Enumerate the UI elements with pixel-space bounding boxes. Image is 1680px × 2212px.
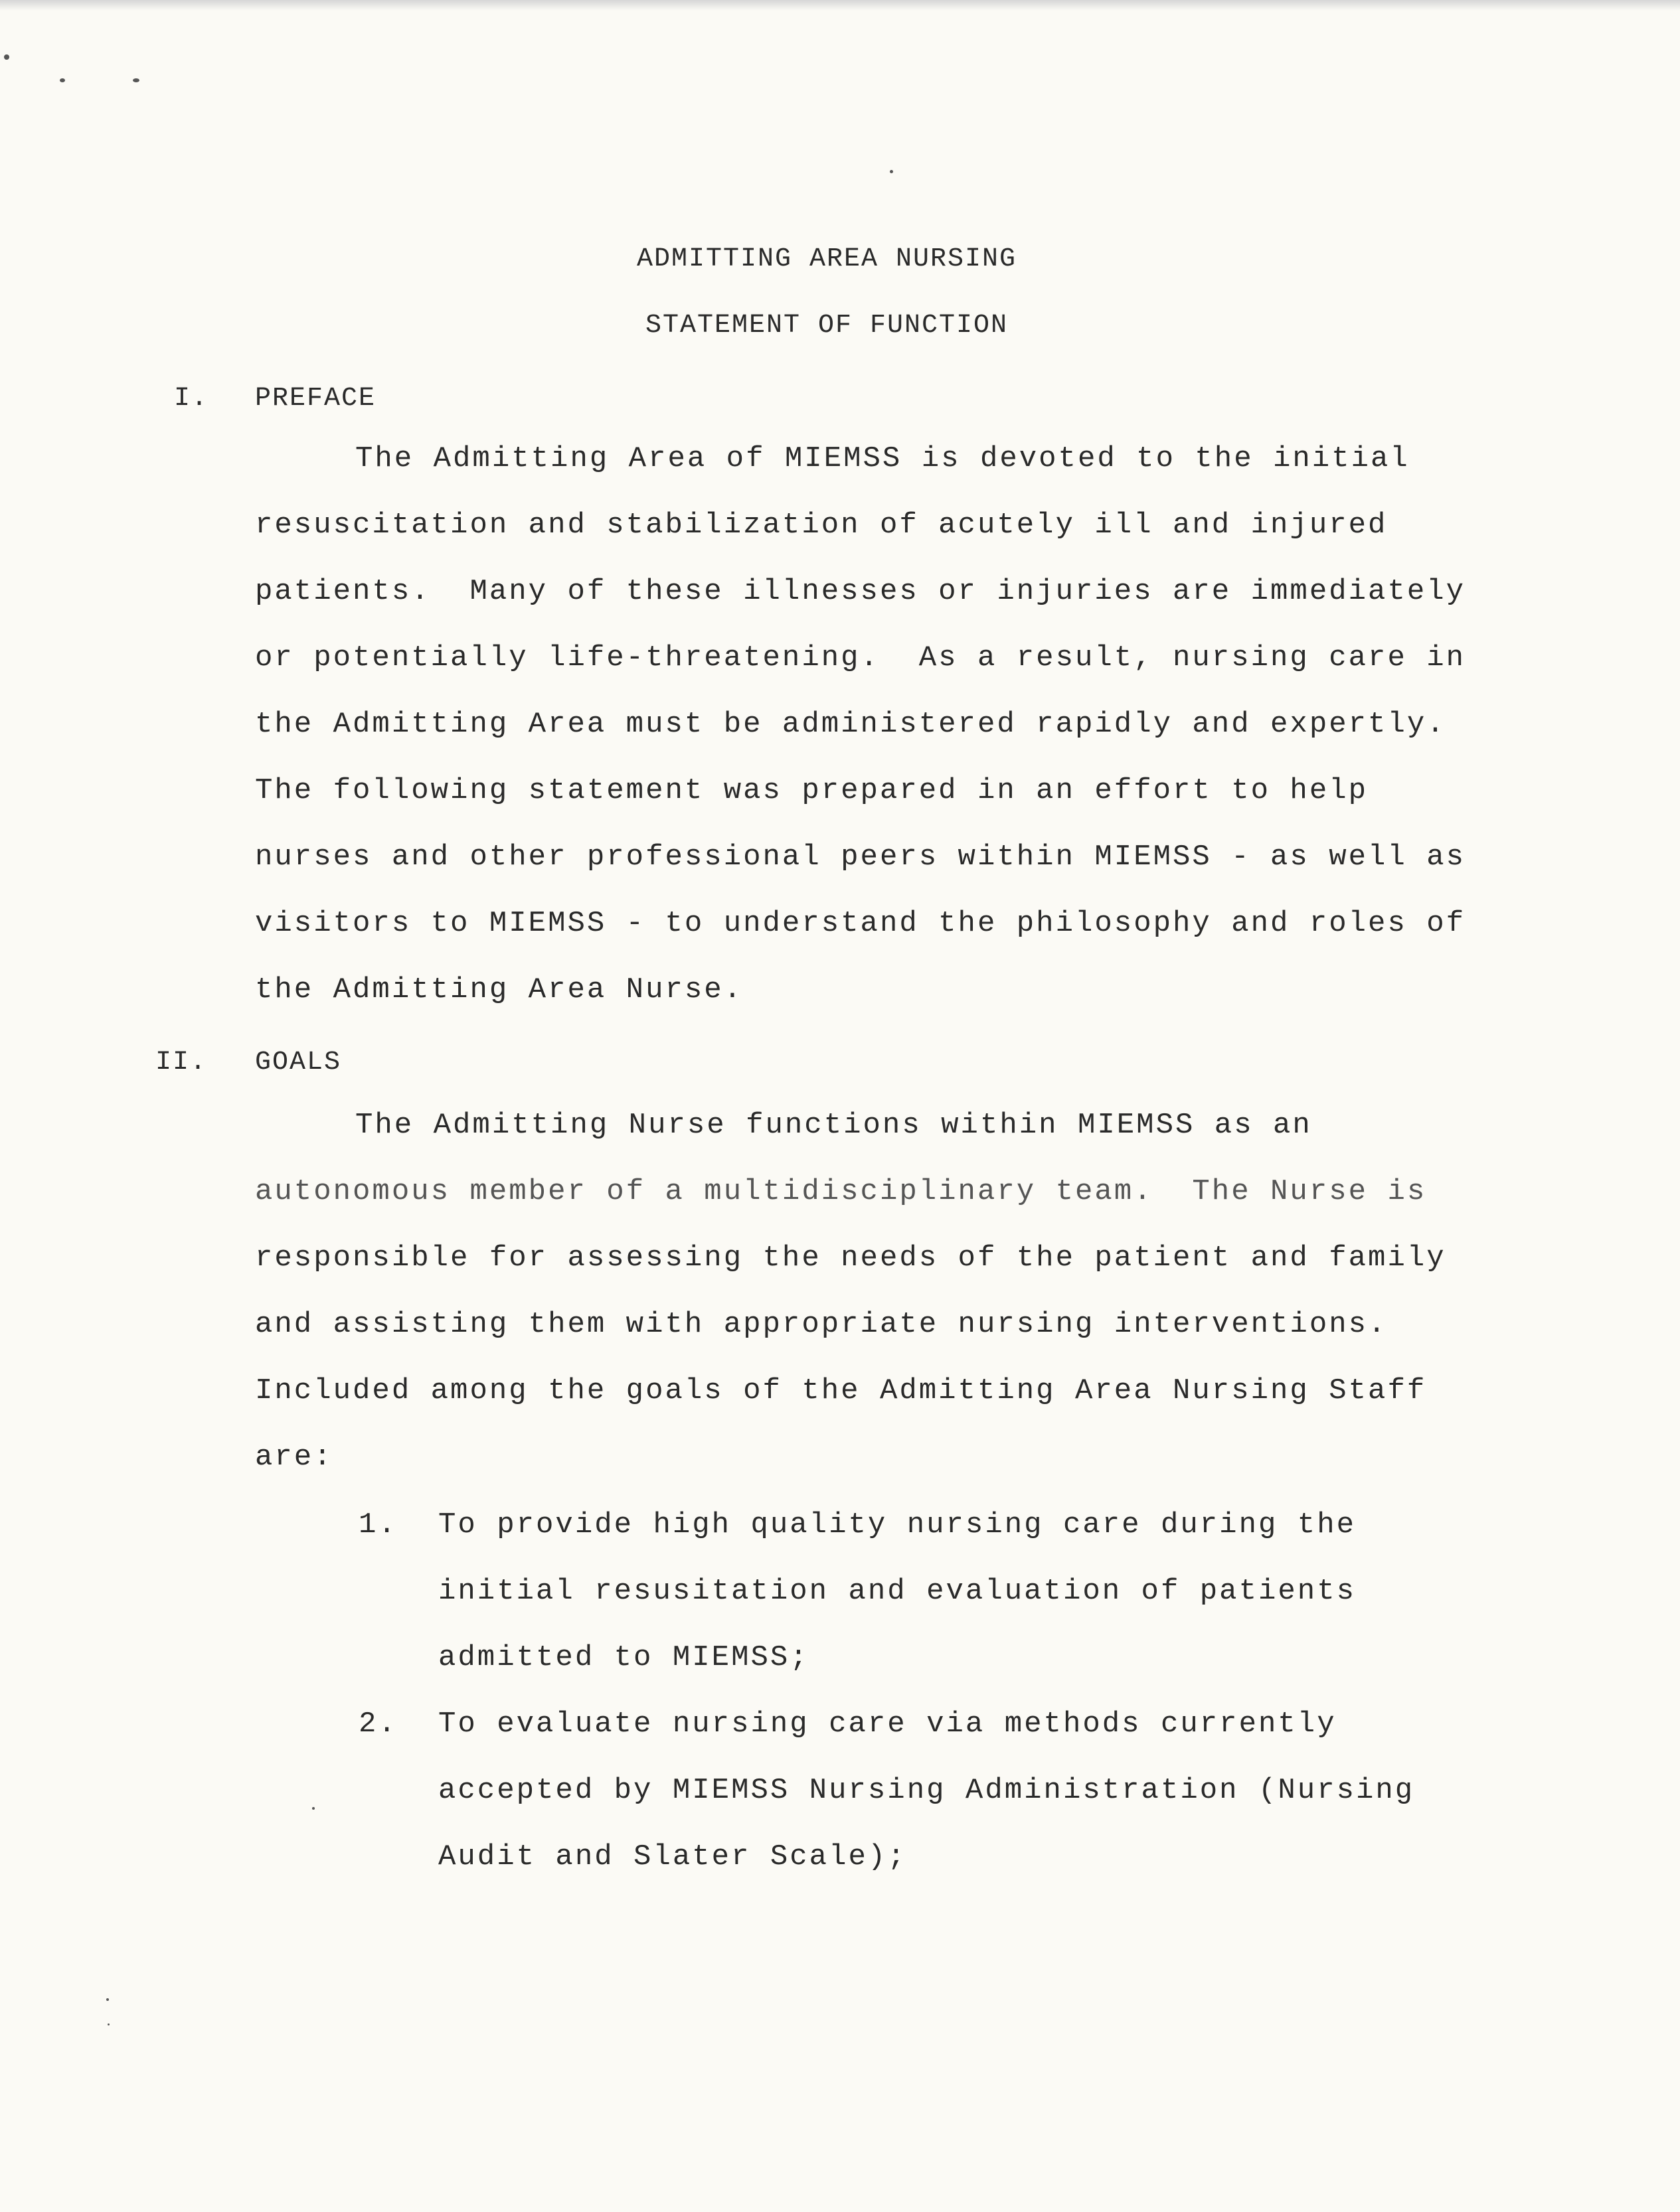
paragraph-line: autonomous member of a multidisciplinary team. The Nurse is — [255, 1175, 1427, 1208]
scan-speck — [890, 170, 893, 173]
paragraph-line: responsible for assessing the needs of the patient and family — [255, 1241, 1446, 1275]
paragraph-line: patients. Many of these illnesses or injuries are immediately — [255, 575, 1466, 608]
paragraph-line: or potentially life-threatening. As a result, nursing care in — [255, 641, 1466, 674]
goal-number: 1. — [359, 1508, 398, 1541]
document-subtitle: STATEMENT OF FUNCTION — [645, 311, 1009, 341]
paragraph-line: The Admitting Nurse functions within MIEMSS as an — [355, 1109, 1312, 1142]
paragraph-line: nurses and other professional peers within MIEMSS - as well as — [255, 840, 1466, 874]
scan-speck — [106, 1998, 109, 2001]
paragraph-line: The following statement was prepared in an effort to help — [255, 774, 1369, 807]
section-heading-preface: PREFACE — [255, 384, 377, 414]
paragraph-line: and assisting them with appropriate nursing interventions. — [255, 1308, 1388, 1341]
paragraph-line: the Admitting Area must be administered rapidly and expertly. — [255, 708, 1446, 741]
paragraph-line: The Admitting Area of MIEMSS is devoted to the initial — [355, 442, 1410, 475]
section-heading-goals: GOALS — [255, 1048, 342, 1077]
goal-number: 2. — [359, 1707, 398, 1741]
goal-line: accepted by MIEMSS Nursing Administration (Nursing — [438, 1774, 1415, 1807]
paragraph-line: are: — [255, 1441, 333, 1474]
paragraph-line: resuscitation and stabilization of acutely ill and injured — [255, 509, 1388, 542]
section-numeral: II. — [155, 1048, 208, 1077]
paragraph-line: Included among the goals of the Admitting Area Nursing Staff — [255, 1374, 1427, 1407]
goal-line: To provide high quality nursing care during the — [438, 1508, 1357, 1541]
paragraph-line: visitors to MIEMSS - to understand the philosophy and roles of — [255, 907, 1466, 940]
goal-line: initial resusitation and evaluation of patients — [438, 1575, 1357, 1608]
scan-speck — [4, 54, 9, 60]
scan-speck — [108, 2023, 110, 2025]
goal-line: admitted to MIEMSS; — [438, 1641, 809, 1674]
goal-line: To evaluate nursing care via methods currently — [438, 1707, 1337, 1741]
scan-speck — [133, 78, 139, 82]
scan-speck — [60, 78, 65, 82]
paragraph-line: the Admitting Area Nurse. — [255, 973, 744, 1006]
section-numeral: I. — [174, 384, 209, 414]
scan-top-edge — [0, 0, 1680, 11]
goal-line: Audit and Slater Scale); — [438, 1840, 907, 1873]
scan-speck — [312, 1807, 315, 1810]
document-title: ADMITTING AREA NURSING — [636, 244, 1017, 274]
